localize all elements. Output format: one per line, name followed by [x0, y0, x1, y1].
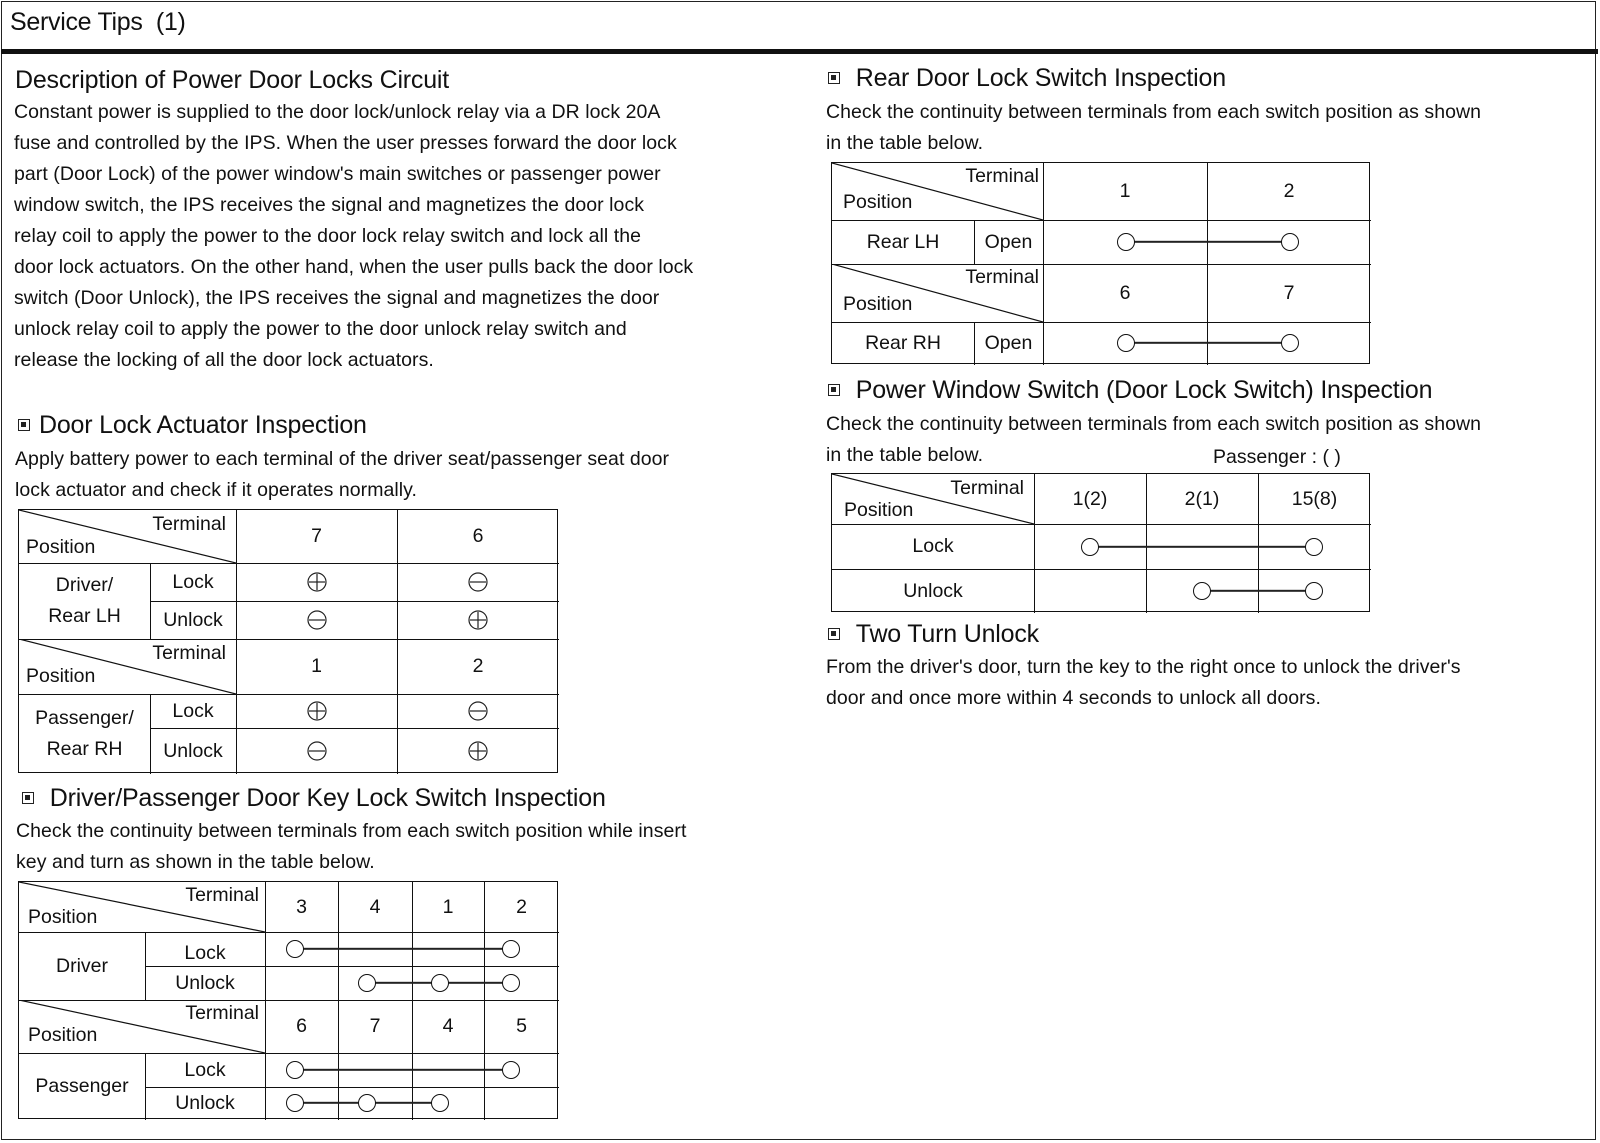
terminal-node-icon — [1305, 582, 1323, 600]
terminal-node-icon — [431, 974, 449, 992]
terminal-node-icon — [502, 1061, 520, 1079]
continuity-line — [295, 1069, 511, 1071]
terminal-header: 1 — [311, 655, 322, 677]
terminal-header: 6 — [296, 1015, 307, 1037]
key-switch-table — [18, 881, 558, 1119]
terminal-label: Terminal — [185, 1002, 259, 1024]
plus-circle-icon — [307, 701, 327, 721]
text-line: Check the continuity between terminals from each switch position as shown — [826, 413, 1482, 435]
text-line: Check the continuity between terminals from each switch position as shown — [826, 101, 1482, 123]
terminal-node-icon — [358, 974, 376, 992]
row-label: Open — [984, 230, 1033, 253]
terminal-label: Terminal — [965, 165, 1039, 187]
rear-switch-table — [831, 162, 1370, 364]
terminal-node-icon — [502, 974, 520, 992]
section-bullet-icon — [828, 384, 840, 396]
row-label: Unlock — [175, 971, 235, 994]
terminal-header: 7 — [1283, 281, 1295, 304]
terminal-node-icon — [286, 1094, 304, 1112]
actuator-heading-text: Door Lock Actuator Inspection — [39, 411, 367, 439]
key-switch-heading-text: Driver/Passenger Door Key Lock Switch Inspection — [49, 784, 606, 812]
position-label: Position — [28, 906, 98, 928]
row-label: Lock — [172, 699, 214, 722]
power-window-heading — [828, 376, 1432, 405]
terminal-header: 2 — [472, 655, 484, 677]
terminal-node-icon — [1117, 233, 1135, 251]
terminal-node-icon — [502, 940, 520, 958]
page-number: (1) — [155, 8, 186, 36]
row-label: Lock — [184, 1058, 226, 1081]
header-divider — [1, 49, 1598, 54]
position-label: Position — [843, 293, 913, 315]
terminal-node-icon — [1193, 582, 1211, 600]
row-label: Lock — [184, 941, 226, 964]
passenger-note: Passenger : ( ) — [1213, 446, 1341, 468]
terminal-node-icon — [1117, 334, 1135, 352]
power-window-paragraph — [826, 409, 1481, 471]
terminal-label: Terminal — [950, 477, 1024, 499]
continuity-line — [1126, 241, 1290, 243]
terminal-node-icon — [1305, 538, 1323, 556]
text-line: From the driver's door, turn the key to the right once to unlock the driver's — [826, 656, 1461, 678]
page-title-text: Service Tips — [10, 8, 143, 36]
terminal-node-icon — [358, 1094, 376, 1112]
continuity-line — [1126, 342, 1290, 344]
text-line: fuse and controlled by the IPS. When the user presses forward the door lock — [14, 132, 677, 154]
continuity-line — [1090, 546, 1314, 548]
terminal-header: 15(8) — [1291, 487, 1338, 510]
description-paragraph — [14, 97, 693, 376]
text-line: Constant power is supplied to the door lock/unlock relay via a DR lock 20A — [14, 101, 661, 123]
terminal-header: 3 — [296, 895, 307, 918]
continuity-line — [295, 948, 511, 950]
position-label: Position — [26, 536, 96, 558]
row-label: Open — [984, 332, 1033, 354]
terminal-header: 6 — [472, 525, 484, 547]
rear-switch-paragraph — [826, 97, 1481, 159]
section-bullet-icon — [828, 72, 840, 84]
terminal-header: 7 — [311, 525, 322, 547]
text-line: unlock relay coil to apply the power to the door unlock relay switch and — [14, 318, 627, 340]
minus-circle-icon — [307, 741, 327, 761]
row-label: Unlock — [903, 579, 963, 602]
position-label: Position — [28, 1024, 98, 1046]
continuity-line — [1202, 590, 1314, 592]
actuator-paragraph — [15, 444, 669, 506]
terminal-node-icon — [286, 940, 304, 958]
group-line: Rear LH — [48, 605, 121, 627]
terminal-header: 4 — [369, 895, 381, 918]
position-group — [19, 694, 150, 774]
terminal-header: 6 — [1119, 281, 1131, 304]
terminal-node-icon — [1281, 334, 1299, 352]
minus-circle-icon — [468, 572, 488, 592]
group-line: Driver/ — [55, 574, 114, 596]
terminal-node-icon — [431, 1094, 449, 1112]
row-label: Lock — [172, 570, 214, 593]
minus-circle-icon — [307, 610, 327, 630]
row-label: Unlock — [175, 1092, 235, 1114]
position-group: Driver — [56, 954, 108, 977]
section-bullet-icon — [22, 792, 34, 804]
position-group: Passenger — [35, 1075, 129, 1097]
text-line: Check the continuity between terminals from each switch position while insert — [16, 820, 687, 842]
two-turn-heading — [828, 620, 1039, 649]
position-group: Rear LH — [866, 230, 940, 253]
terminal-node-icon — [1281, 233, 1299, 251]
plus-circle-icon — [468, 610, 488, 630]
terminal-header: 4 — [442, 1015, 454, 1037]
text-line: door and once more within 4 seconds to unlock all doors. — [826, 687, 1321, 709]
section-bullet-icon — [18, 419, 30, 431]
row-label: Unlock — [163, 608, 223, 631]
text-line: release the locking of all the door lock actuators. — [14, 349, 434, 371]
section-bullet-icon — [828, 628, 840, 640]
position-label: Position — [843, 191, 913, 213]
text-line: lock actuator and check if it operates normally. — [15, 479, 417, 501]
description-heading: Description of Power Door Locks Circuit — [15, 66, 450, 94]
terminal-label: Terminal — [965, 266, 1039, 288]
position-label: Position — [26, 665, 96, 687]
rear-switch-heading — [828, 64, 1226, 93]
terminal-header: 2 — [1283, 180, 1295, 202]
key-switch-heading — [22, 784, 606, 813]
key-switch-paragraph — [16, 816, 686, 878]
position-group — [19, 563, 150, 639]
text-line: part (Door Lock) of the power window's main switches or passenger power — [14, 163, 661, 185]
terminal-header: 1(2) — [1072, 487, 1108, 510]
terminal-header: 2 — [516, 895, 527, 918]
position-group: Rear RH — [865, 332, 941, 354]
text-line: window switch, the IPS receives the signal and magnetizes the door lock — [14, 194, 645, 216]
group-line: Rear RH — [46, 738, 123, 760]
actuator-table — [18, 509, 558, 773]
minus-circle-icon — [468, 701, 488, 721]
terminal-label: Terminal — [152, 513, 226, 535]
terminal-header: 7 — [369, 1015, 381, 1037]
terminal-label: Terminal — [152, 642, 226, 664]
power-window-table — [831, 473, 1370, 612]
row-label: Lock — [912, 535, 954, 557]
row-label: Unlock — [163, 739, 223, 762]
text-line: Apply battery power to each terminal of the driver seat/passenger seat door — [15, 448, 670, 470]
terminal-label: Terminal — [185, 884, 259, 906]
terminal-header: 5 — [516, 1015, 527, 1037]
plus-circle-icon — [468, 741, 488, 761]
terminal-node-icon — [1081, 538, 1099, 556]
rear-switch-heading-text: Rear Door Lock Switch Inspection — [855, 64, 1226, 92]
group-line: Passenger/ — [35, 707, 134, 729]
text-line: switch (Door Unlock), the IPS receives the signal and magnetizes the door — [14, 287, 660, 309]
page-title — [10, 8, 186, 37]
two-turn-heading-text: Two Turn Unlock — [855, 620, 1039, 648]
terminal-header: 1 — [1119, 180, 1131, 202]
terminal-header: 2(1) — [1184, 487, 1220, 510]
text-line: door lock actuators. On the other hand, when the user pulls back the door lock — [14, 256, 694, 278]
plus-circle-icon — [307, 572, 327, 592]
terminal-header: 1 — [442, 895, 454, 918]
text-line: relay coil to apply the power to the door lock relay switch and lock all the — [14, 225, 642, 247]
text-line: in the table below. — [826, 444, 984, 466]
text-line: in the table below. — [826, 132, 984, 154]
power-window-heading-text: Power Window Switch (Door Lock Switch) Inspection — [855, 376, 1433, 404]
position-label: Position — [844, 499, 914, 521]
text-line: key and turn as shown in the table below. — [16, 851, 375, 873]
actuator-heading — [18, 411, 367, 440]
two-turn-paragraph — [826, 652, 1461, 714]
terminal-node-icon — [286, 1061, 304, 1079]
